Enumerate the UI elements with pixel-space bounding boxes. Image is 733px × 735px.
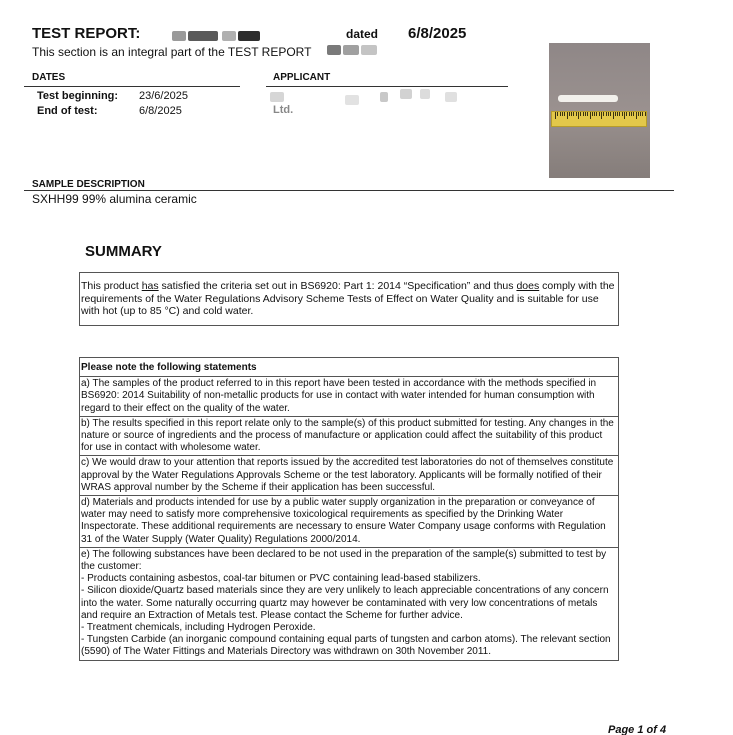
statements-heading: Please note the following statements [80, 358, 618, 377]
sample-rule [24, 190, 674, 191]
measuring-ruler [551, 111, 647, 127]
ruler-tick [601, 112, 602, 119]
ruler-tick [622, 112, 623, 116]
ruler-tick [631, 112, 632, 116]
applicant-partial: Ltd. [273, 104, 294, 116]
ruler-tick [587, 112, 588, 116]
ruler-tick [610, 112, 611, 116]
sample-heading: SAMPLE DESCRIPTION [32, 179, 145, 190]
ruler-tick [567, 112, 568, 119]
ruler-tick [626, 112, 627, 116]
summary-text-2: satisfied the criteria set out in BS6920: Part 1: 2014 “Specification” and thus [158, 280, 517, 292]
statement-e-item-3: - Treatment chemicals, including Hydrogen Peroxide. [81, 622, 316, 634]
ruler-tick [640, 112, 641, 116]
statement-e-item-1: - Products containing asbestos, coal-tar bitumen or PVC containing lead-based stabilizers. [81, 573, 481, 585]
report-subtitle: This section is an integral part of the TEST REPORT [32, 45, 312, 59]
ruler-tick [573, 112, 574, 116]
dated-label: dated [346, 27, 379, 41]
applicant-rule [266, 86, 508, 87]
dates-heading: DATES [32, 72, 66, 83]
ruler-tick [617, 112, 618, 116]
ruler-tick [592, 112, 593, 116]
ruler-tick [560, 112, 561, 116]
summary-box [79, 272, 619, 326]
ruler-tick [603, 112, 604, 116]
ruler-tick [596, 112, 597, 116]
ruler-tick [636, 112, 637, 119]
ruler-tick [578, 112, 579, 119]
ruler-tick [619, 112, 620, 116]
report-title: TEST REPORT: [32, 25, 141, 42]
ruler-tick [599, 112, 600, 116]
ruler-tick [613, 112, 614, 119]
summary-text-3: comply with the requirements of the Water Regulations Advisory Scheme Tests of Effect on Water Quality and is suitable for use with hot (up to 85 °C) and cold water. [81, 280, 615, 318]
ruler-tick [585, 112, 586, 116]
statement-e [80, 548, 618, 660]
statement-b: b) The results specified in this report relate only to the sample(s) of this product submitted for testing. Any changes in the nature or source of ingredients and the process of manufacture or application could affect the suitability of this product for use in contact with wholesome water. [80, 417, 618, 457]
ruler-tick [555, 112, 556, 119]
applicant-heading: APPLICANT [273, 72, 331, 83]
ruler-tick [557, 112, 558, 116]
ruler-tick [564, 112, 565, 116]
statements-table [79, 357, 619, 661]
ruler-tick [629, 112, 630, 116]
ruler-tick [569, 112, 570, 116]
page-number: Page 1 of 4 [608, 724, 667, 735]
ruler-tick [615, 112, 616, 116]
ruler-tick [608, 112, 609, 116]
ceramic-rod [558, 95, 618, 102]
ruler-tick [571, 112, 572, 116]
statement-e-intro: e) The following substances have been declared to be not used in the preparation of the sample(s) submitted to test by the customer: [81, 548, 607, 573]
report-date: 6/8/2025 [408, 25, 467, 42]
sample-photo [549, 43, 650, 178]
statement-e-item-2: - Silicon dioxide/Quartz based materials since they are very unlikely to leach appreciable concentrations of any concern into the water. Some naturally occurring quartz may however be contaminated with very low concentrations of metals and require an Extraction of Metals test. Please contact the Scheme for further advice. [81, 585, 609, 621]
test-beginning-value: 23/6/2025 [139, 90, 188, 102]
summary-text-1: This product [81, 280, 142, 292]
end-of-test-label: End of test: [37, 105, 98, 117]
statement-d: d) Materials and products intended for use by a public water supply organization in the preparation or conveyance of water may need to satisfy more comprehensive toxicological requirements as specified by the Drinking Water Inspectorate. These additional requirements are necessary to ensure Water Company usage conforms with Regulation 31 of the Water Supply (Water Quality) Regulations 2000/2014. [80, 496, 618, 548]
ruler-tick [580, 112, 581, 116]
dates-rule [24, 86, 240, 87]
ruler-tick [633, 112, 634, 116]
summary-does: does [516, 280, 540, 292]
ruler-tick [638, 112, 639, 116]
ruler-tick [576, 112, 577, 116]
ruler-tick [583, 112, 584, 116]
ruler-tick [562, 112, 563, 116]
summary-heading: SUMMARY [85, 243, 162, 260]
statement-e-item-4: - Tungsten Carbide (an inorganic compound containing equal parts of tungsten and carbon atoms). The relevant section (5590) of The Water Fittings and Materials Directory was withdrawn on 30th November 2011. [81, 634, 611, 658]
ruler-tick [606, 112, 607, 116]
ruler-tick [645, 112, 646, 116]
end-of-test-value: 6/8/2025 [139, 105, 182, 117]
test-beginning-label: Test beginning: [37, 90, 119, 102]
ruler-tick [624, 112, 625, 119]
statement-c: c) We would draw to your attention that reports issued by the accredited test laboratories do not of themselves constitute approval by the Water Regulations Approvals Scheme or the test laboratory. Applicants will be formally notified of their WRAS approval number by the Scheme if their application has been successful. [80, 456, 618, 496]
ruler-tick [590, 112, 591, 119]
sample-description: SXHH99 99% alumina ceramic [32, 192, 197, 206]
statement-a: a) The samples of the product referred to in this report have been tested in accordance with the methods specified in BS6920: 2014 Suitability of non-metallic products for use in contact with water intended for human consumption with regard to their effect on the quality of the water. [80, 377, 618, 417]
ruler-tick [594, 112, 595, 116]
summary-has: has [141, 280, 159, 292]
ruler-tick [642, 112, 643, 116]
